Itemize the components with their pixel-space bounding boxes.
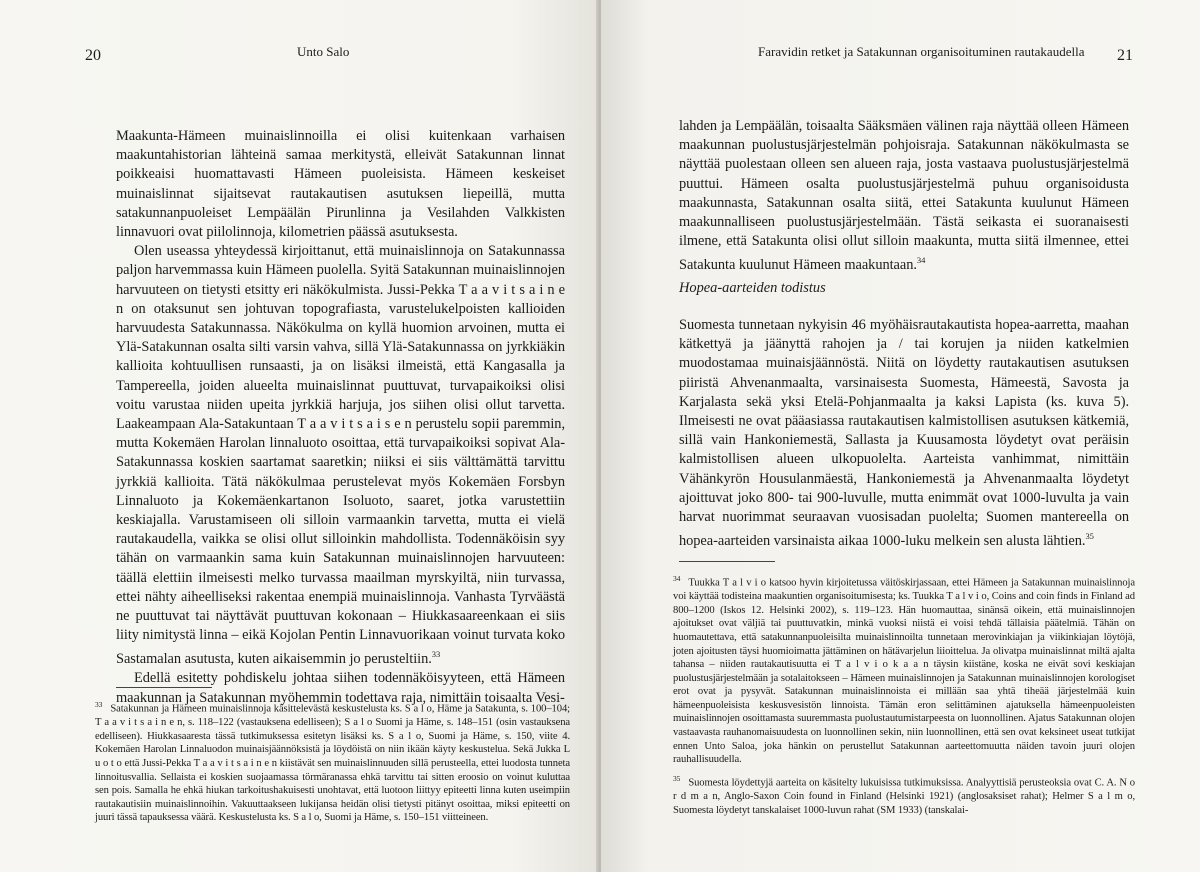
footnotes xyxy=(673,572,1135,822)
note-ref-33: 33 xyxy=(431,649,441,660)
paragraph-1: lahden ja Lempäälän, toisaalta Sääksmäen välinen raja näyttää olleen Hämeen maakunnan puolustusjärjestelmän pohjoisraja. Satakunnan näkökulmasta se näyttää puolestaan olleen sen alueen raja, josta vastaava puolustusjärjestelmä puuttui. Hämeen osalta puolustusjärjestelmä puhuu organisoidusta maakunnasta, Satakunnan osalta siitä, ettei Satakunta kuulunut Hämeen maakunnalliseen puolustusjärjestelmään. Tästä seikasta ei suoranaisesti ilmene, että Satakunta olisi ollut silloin maakunta, mutta siitä ilmennee, ettei Satakunta kuulunut Hämeen maakuntaan.$^{34}$ xyxy=(679,118,1129,274)
paragraph-3: Edellä esitetty pohdiskelu johtaa siihen todennäköisyyteen, että Hämeen maakunnan ja Satakunnan myöhemmin todettava raja, nimittäin toisaalta Vesi- xyxy=(116,670,565,706)
paragraph-1: Maakunta-Hämeen muinaislinnoilla ei olisi kuitenkaan varhaisen maakuntahistorian lähteinä samaa merkitystä, elleivät Satakunnan linnat poikkeaisi huomattavasti Hämeen puoleisista. Hämeen keskeiset muinaislinnat sijaitsevat rautakautisen asutuksen liepeillä, mutta satakunnanpuoleiset Lempäälän Pirunlinna ja Vesilahden Valkkisten linnavuori ovat piilolinnoja, kilometrien päässä asutuksesta. xyxy=(116,128,565,241)
footnotes xyxy=(95,698,570,830)
footnote-number: 35 xyxy=(673,773,681,783)
right-page xyxy=(601,0,1200,872)
page-number: 20 xyxy=(85,47,101,64)
note-ref-35: 35 xyxy=(1085,531,1094,542)
footnote-rule xyxy=(679,561,775,562)
body-text-top xyxy=(679,117,1129,275)
running-header: Faravidin retket ja Satakunnan organisoituminen rautakaudella xyxy=(758,44,1085,59)
section-heading: Hopea-aarteiden todistus xyxy=(679,280,826,296)
footnote-number: 34 xyxy=(673,574,681,583)
body-text xyxy=(116,127,565,708)
paragraph-2: Suomesta tunnetaan nykyisin 46 myöhäisrautakautista hopea-aarretta, maahan kätkettyä ja jäänyttä rahojen ja / tai korujen ja niiden katkelmien muodostamaa muinaisjäännöstä. Niitä on löydetty rautakautisen asutuksen piiristä Ahvenanmaalta, varsinaisesta Suomesta, Hämeestä, Savosta ja Karjalasta sekä yksi Etelä-Pohjanmaalta ja kaksi Lapista (ks. kuva 5). Ilmeisesti ne ovat pääasiassa rautakautisen kalmistollisen asutuksen kätkemiä, sillä vain Hankoniemestä, Sallasta ja Kuusamosta löydetyt ovat peräisin kalmistollisen alueen ulkopuolelta. Aarteista vanhimmat, nimittäin Vähänkyrön Housulanmäestä, Hankoniemestä ja Ahvenanmaalta löydetyt ajoittuvat joko 800- tai 900-luvulle, mutta enimmät ovat 1000-luvulta ja vain harvat nuorimmat seuraavan vuosisadan puolelta; Suomen mantereella on hopea-aarteiden varsinaista aikaa 1000-luku melkein sen alusta lähtien.$^{35}$ xyxy=(679,317,1129,550)
footnote-text: Suomesta löydettyjä aarteita on käsitelty lukuisissa tutkimuksissa. Analyyttisiä perusteoksia ovat C. A. N o r d m a n, Anglo-Saxon Coin found in Finland (Helsinki 1921) (anglosaksiset rahat); Helmer S a l m o, Suomesta löydetyt tanskalaiset 1000-luvun rahat (SM 1933) (tanskalai- xyxy=(673,777,1135,816)
page-number: 21 xyxy=(1117,47,1133,64)
note-ref-34: 34 xyxy=(916,255,926,266)
body-text-section xyxy=(679,316,1129,551)
footnote-text: Tuukka T a l v i o katsoo hyvin kirjoitetussa väitöskirjassaan, ettei Hämeen ja Satakunnan muinaislinnoja voi käyttää todisteina maakuntien organisoitumisesta; ks. Tuukka T a l v i o, Coins and coin finds in Finland ad 800–1200 (Iskos 12. Helsinki 2002), s. 119–123. Hän huomauttaa, sinänsä oikein, että muinaislinnojen ajoitukset ovat väljiä tai puuttuvatkin, minkä vuoksi niistä ei voisi tehdä tällaisia päätelmiä. Tähän on huomautettava, että satakunnanpuoleisilta muinaislinnoilta tunnetaan merovinkiajan ja viikinkiajan löytöjä, joten ajoitusten täysi huomioimatta jättäminen on hätävarjelun liioittelua. Ja olivatpa muinaislinnat miltä ajalta tahansa – niiden rautakautisuutta ei T a l v i o k a a n täysin kiistäne, koska ne eivät sovi keskiajan puolustusjärjestelmään ja sotalaitokseen – Hämeen muinaislinnojen ja Satakunnan muinaislinnojen korologiset erot ovat ja pysyvät. Satakunnan muinaislinnoista ei millään saa yhtä tiheää järjestelmää kuin hämeenpuoleisista keskusvesistön linnoista. Tämän eron selittäminen ajatuksella hämeenpuoleisten muinaislinnojen osoittamasta suuremmasta puolustautumistarpeesta on luonnollinen. Ajatus Satakunnan olojen vastaavasta rauhanomaisuudesta on luonnollinen sekin, niin luonnollinen, että sen ovat keksineet useat tutkijat ennen Unto Saloa, joka hänkin on perustellut Satakunnan aarteettomuutta näiden tavoin juuri olojen rauhallisuudella. xyxy=(673,577,1135,766)
footnote-number: 33 xyxy=(95,700,103,709)
running-header: Unto Salo xyxy=(297,44,350,59)
footnote-33 xyxy=(95,698,570,825)
footnote-text: Satakunnan ja Hämeen muinaislinnoja käsittelevästä keskustelusta ks. S a l o, Häme ja Satakunta, s. 100–104; T a a v i t s a i n e n, s. 118–122 (vastauksena edelliseen); S a l o Suomi ja Häme, s. 148–151 (osin vastauksena edelliseen). Hiukkasaaresta tässä tutkimuksessa esitetyn lisäksi ks. S a l o, Suomi ja Häme, s. 150, viite 4. Kokemäen Harolan Linnaluodon muinaisjäännöksistä ja löydöistä on niin ikään käyty keskustelua. Sekä Jukka L u o t o että Jussi-Pekka T a a v i t s a i n e n kiistävät sen muinaislinnuuden sillä perusteella, ettei luodosta tunneta linnoitusvallia. Sellaista ei koskien suojaamassa törmäranassa ehkä tarvittu tai sitten eroosio on voinut kuluttaa sen pois. Samalla he ehkä hiukan tarkoitushakuisesti unohtavat, että luotoon liittyy epiteetti linna kuten useimpiin rautakautisiin muinaislinnoihin. Vakuuttaakseen lukijansa heidän olisi tietysti pitänyt osoittaa, miksi epiteetti on juuri tässä tapauksessa väärä. Keskustelusta ks. S a l o, Suomi ja Häme, s. 150–151 viitteineen. xyxy=(95,703,570,824)
footnote-rule xyxy=(116,687,212,688)
footnote-35 xyxy=(673,772,1135,817)
paragraph-2: Olen useassa yhteydessä kirjoittanut, että muinaislinnoja on Satakunnassa paljon harvemmassa kuin Hämeen puolella. Syitä Satakunnan muinaislinnojen harvuuteen on tietysti etsitty eri näkökulmista. Jussi-Pekka T a a v i t s a i n e n on otaksunut sen johtuvan topografiasta, varustelukelpoisten kallioiden harvuudesta Satakunnassa. Näkökulma on kyllä huomion arvoinen, mutta ei Ylä-Satakunnan osalta silti varsin vahva, sillä Ylä-Satakunnassa on jyrkkiäkin kallioita kohtuullisen runsaasti, ja on lisäksi ilmeistä, että Kangasalla ja Tampereella, joiden alueelta muinaislinnat puuttuvat, turvapaikoiksi olisi voitu varustaa niiden upeita jyrkkiä harjuja, jos siihen olisi ollut tarvetta. Laakeampaan Ala-Satakuntaan T a a v i t s a i s e n perustelu sopii paremmin, mutta Kokemäen Harolan linnaluoto osoittaa, että turvapaikoiksi sopivat Ala-Satakunnassa koskien saartamat saaretkin; niiksi ei siis välttämättä tarvittu jyrkkiä kallioita. Tätä näkökulmaa perustelevat myös Kokemäen Forsbyn Linnaluoto ja Kokemäenkartanon Isoluoto, saaret, jotka varustettiin keskiajalla. Varustamiseen oli silloin varmaankin tarvetta, mutta ei vielä rautakaudella, vaikka se olisi ollut silloinkin mahdollista. Todennäköisin syy tähän on varmaankin sama kuin Satakunnan muinaislinnojen harvuuteen: täällä elettiin ilmeisesti melko turvassa maailman myrskyiltä, niin turvassa, ettei nähty aiheelliseksi rakentaa enempiä muinaislinnoja. Vanhasta Tyrväästä ne puuttuvat tai näyttävät puuttuvan kokonaan – Hiukkasaareenkaan ei siis liity nimitystä linna – eikä Kojolan Pentin Linnavuorikaan voinut turvata koko Sastamalan asutusta, kuten aikaisemmin jo perusteltiin.$^{33}$ xyxy=(116,243,565,668)
footnote-34 xyxy=(673,572,1135,767)
